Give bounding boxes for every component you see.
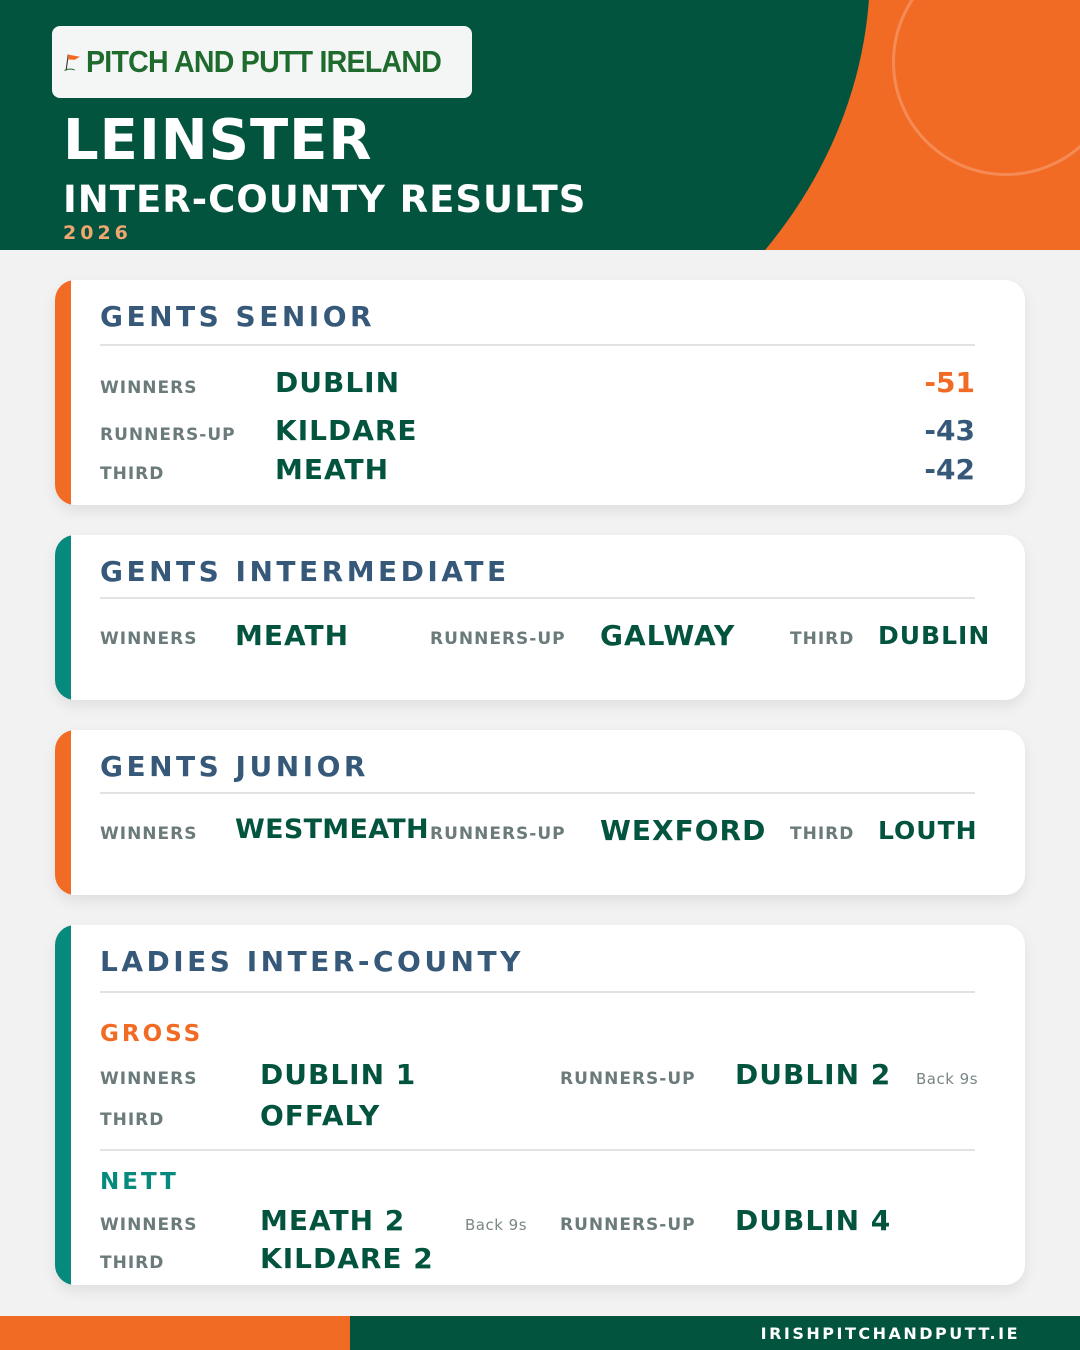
card-gents-junior	[55, 730, 1025, 895]
third-label: THIRD	[790, 824, 855, 844]
nett-runners-up-team: DUBLIN 4	[735, 1204, 892, 1237]
card-title: GENTS INTERMEDIATE	[100, 555, 510, 588]
winners-label: WINNERS	[100, 629, 198, 649]
divider	[100, 1149, 975, 1151]
card-title: LADIES INTER-COUNTY	[100, 945, 524, 978]
gross-runners-up-label: RUNNERS-UP	[560, 1069, 696, 1089]
runners-up-score: -43	[924, 414, 975, 447]
divider	[100, 597, 975, 599]
card-title: GENTS JUNIOR	[100, 750, 369, 783]
third-label: THIRD	[790, 629, 855, 649]
card-accent-bar	[55, 280, 71, 505]
winners-label: WINNERS	[100, 824, 198, 844]
gross-third-label: THIRD	[100, 1110, 165, 1130]
footer-orange-band	[0, 1316, 350, 1350]
third-team: LOUTH	[878, 816, 978, 845]
nett-runners-up-label: RUNNERS-UP	[560, 1215, 696, 1235]
nett-third-team: KILDARE 2	[260, 1242, 434, 1275]
nett-winners-team: MEATH 2	[260, 1204, 406, 1237]
flag-icon	[64, 42, 82, 82]
runners-up-team: KILDARE	[275, 414, 418, 447]
header-decorative-ring	[892, 0, 1080, 176]
page-subtitle: INTER-COUNTY RESULTS	[63, 178, 587, 221]
winners-team: WESTMEATH	[235, 814, 429, 845]
gross-heading: GROSS	[100, 1021, 204, 1047]
nett-third-label: THIRD	[100, 1253, 165, 1273]
logo-text: PITCH AND PUTT IRELAND	[86, 44, 442, 79]
runners-up-team: GALWAY	[600, 619, 736, 652]
website-link[interactable]: IRISHPITCHANDPUTT.IE	[760, 1324, 1020, 1343]
divider	[100, 344, 975, 346]
card-title: GENTS SENIOR	[100, 300, 376, 333]
runners-up-label: RUNNERS-UP	[100, 425, 236, 445]
gross-winners-team: DUBLIN 1	[260, 1058, 417, 1091]
third-team: DUBLIN	[878, 621, 991, 650]
nett-winners-note: Back 9s	[465, 1216, 528, 1234]
gross-winners-label: WINNERS	[100, 1069, 198, 1089]
runners-up-label: RUNNERS-UP	[430, 824, 566, 844]
third-team: MEATH	[275, 453, 390, 486]
logo[interactable]	[52, 26, 472, 98]
third-score: -42	[924, 453, 975, 486]
gross-runners-up-note: Back 9s	[916, 1070, 979, 1088]
gross-runners-up-team: DUBLIN 2	[735, 1058, 892, 1091]
footer-green-band	[350, 1316, 1080, 1350]
card-ladies-inter-county	[55, 925, 1025, 1285]
card-gents-intermediate	[55, 535, 1025, 700]
card-accent-bar	[55, 730, 71, 895]
nett-heading: NETT	[100, 1169, 179, 1195]
card-accent-bar	[55, 535, 71, 700]
page-title: LEINSTER	[63, 108, 373, 173]
winners-label: WINNERS	[100, 378, 198, 398]
card-accent-bar	[55, 925, 71, 1285]
winners-team: MEATH	[235, 619, 350, 652]
winners-score: -51	[924, 366, 975, 399]
divider	[100, 991, 975, 993]
runners-up-label: RUNNERS-UP	[430, 629, 566, 649]
third-label: THIRD	[100, 464, 165, 484]
header-banner	[0, 0, 1080, 250]
divider	[100, 792, 975, 794]
page-year: 2026	[63, 222, 132, 244]
nett-winners-label: WINNERS	[100, 1215, 198, 1235]
card-gents-senior	[55, 280, 1025, 505]
winners-team: DUBLIN	[275, 366, 401, 399]
runners-up-team: WEXFORD	[600, 814, 767, 847]
gross-third-team: OFFALY	[260, 1099, 381, 1132]
